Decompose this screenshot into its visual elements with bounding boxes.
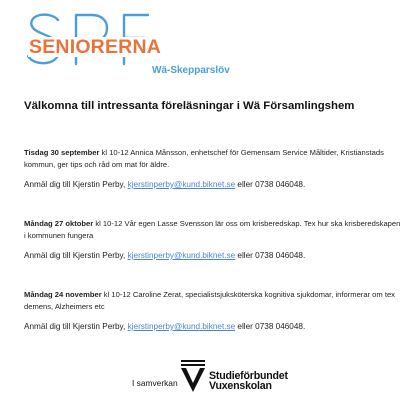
vuxenskolan-emblem-icon <box>178 358 208 394</box>
event-date: Måndag 24 november <box>24 290 102 299</box>
signup-prefix: Anmäl dig till Kjerstin Perby, <box>24 322 128 331</box>
signup-suffix: eller 0738 046048. <box>235 251 306 260</box>
logo-wordmark: SENIORERNA <box>29 36 162 58</box>
signup-email-link[interactable]: kjerstinperby@kund.biknet.se <box>127 251 236 260</box>
partner-name-line2: Vuxenskolan <box>209 380 272 392</box>
event-item <box>24 218 404 261</box>
event-item <box>24 289 404 332</box>
event-date: Tisdag 30 september <box>24 148 100 157</box>
event-signup <box>24 321 404 332</box>
signup-email-link[interactable]: kjerstinperby@kund.biknet.se <box>127 322 236 331</box>
partner-name-line1: Studieförbundet <box>209 370 288 382</box>
event-description <box>24 218 404 242</box>
event-text: kl 10-12 Vår egen Lasse Svensson lär oss om krisberedskap. Tex hur ska krisberedskapen i kommunen fungera <box>24 219 401 240</box>
event-text: kl 10-12 Annica Månsson, enhetschef för Gemensam Service Måltider, Kristianstads kommun, ger tips och råd om mat för äldre. <box>24 148 384 169</box>
signup-suffix: eller 0738 046048. <box>235 180 306 189</box>
signup-prefix: Anmäl dig till Kjerstin Perby, <box>24 251 128 260</box>
event-item <box>24 147 404 190</box>
event-text: kl 10-12 Caroline Zerat, specialistsjuksköterska kognitiva sjukdomar, informerar om tex demens, Alzheimers etc <box>24 290 395 311</box>
event-date: Måndag 27 oktober <box>24 219 94 228</box>
logo-subtitle: Wä-Skepparslöv <box>152 65 230 76</box>
signup-suffix: eller 0738 046048. <box>235 322 306 331</box>
signup-email-link[interactable]: kjerstinperby@kund.biknet.se <box>127 180 236 189</box>
event-signup <box>24 250 404 261</box>
event-description <box>24 147 404 171</box>
studieforbundet-vuxenskolan-logo <box>178 358 308 394</box>
page-heading: Välkomna till intressanta föreläsningar i Wä Församlingshem <box>24 100 355 112</box>
event-description <box>24 289 404 313</box>
collaboration-label: I samverkan <box>132 378 178 388</box>
event-signup <box>24 179 404 190</box>
signup-prefix: Anmäl dig till Kjerstin Perby, <box>24 180 128 189</box>
spf-seniorerna-logo <box>24 10 244 76</box>
